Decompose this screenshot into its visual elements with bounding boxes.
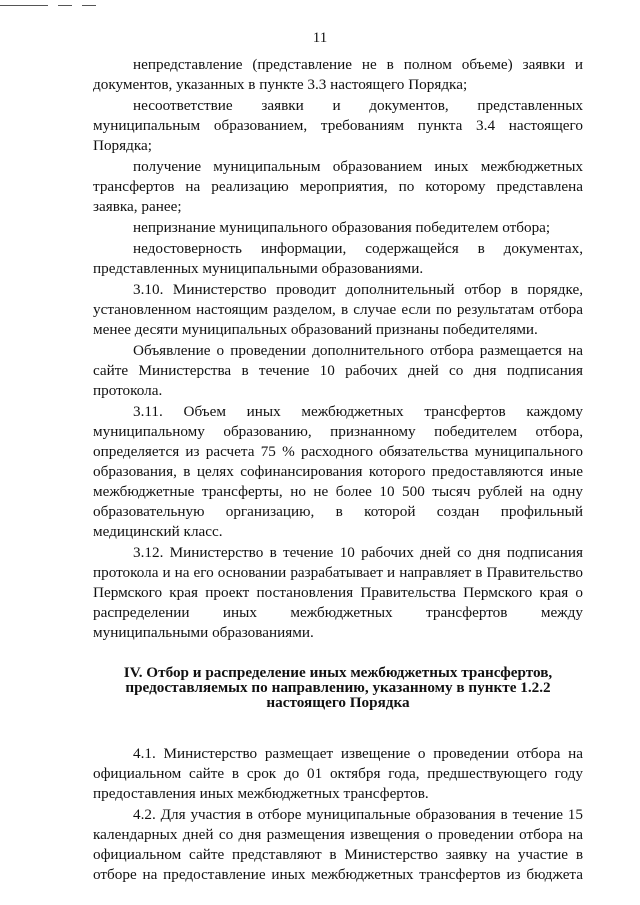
section-heading: [93, 665, 583, 710]
paragraph: 3.12. Министерство в течение 10 рабочих дней со дня подписания протокола и на его основании разрабатывает и направляет в Правительство Пермского края проект постановления Правительства Пермского края о распределении иных межбюджетных трансфертов между муниципальными образованиями.: [93, 544, 583, 641]
section-heading-line: настоящего Порядка: [266, 694, 410, 711]
paragraph: непредставление (представление не в полном объеме) заявки и документов, указанных в пункте 3.3 настоящего Порядка;: [93, 56, 583, 93]
paragraph: 4.1. Министерство размещает извещение о проведении отбора на официальном сайте в срок до 01 октября года, предшествующего году предоставления иных межбюджетных трансфертов.: [93, 745, 583, 802]
paragraph: 3.11. Объем иных межбюджетных трансфертов каждому муниципальному образованию, признанному победителем отбора, определяется из расчета 75 % расходного обязательства муниципального образования, в целях софинансирования которого предоставляются иные межбюджетные трансферты, но не более 10 500 тысяч рублей на одну образовательную организацию, в которой создан профильный медицинский класс.: [93, 403, 583, 540]
section-heading-line: IV. Отбор и распределение иных межбюджетных трансфертов,: [123, 664, 553, 681]
paragraph: Объявление о проведении дополнительного отбора размещается на сайте Министерства в течение 10 рабочих дней со дня подписания протокола.: [93, 342, 583, 399]
scan-edge-mark: [58, 5, 72, 6]
scan-edge-mark: [0, 5, 48, 6]
scan-edge-mark: [82, 5, 96, 6]
paragraph: получение муниципальным образованием иных межбюджетных трансфертов на реализацию мероприятия, по которому представлена заявка, ранее;: [93, 158, 583, 215]
page-number: 11: [312, 30, 328, 46]
document-body: [93, 55, 583, 886]
section-heading-line: предоставляемых по направлению, указанному в пункте 1.2.2: [125, 679, 551, 696]
paragraph: непризнание муниципального образования победителем отбора;: [133, 219, 551, 236]
paragraph: 4.2. Для участия в отборе муниципальные образования в течение 15 календарных дней со дня размещения извещения о проведении отбора на официальном сайте представляют в Министерство заявку на участие в отборе на предоставление иных межбюджетных трансфертов из бюджета: [93, 806, 583, 883]
paragraph: несоответствие заявки и документов, представленных муниципальным образованием, требованиям пункта 3.4 настоящего Порядка;: [93, 97, 583, 154]
paragraph: недостоверность информации, содержащейся в документах, представленных муниципальными образованиями.: [93, 240, 583, 277]
paragraph: 3.10. Министерство проводит дополнительный отбор в порядке, установленном настоящим разделом, в случае если по результатам отбора менее десяти муниципальных образований признаны победителями.: [93, 281, 583, 338]
